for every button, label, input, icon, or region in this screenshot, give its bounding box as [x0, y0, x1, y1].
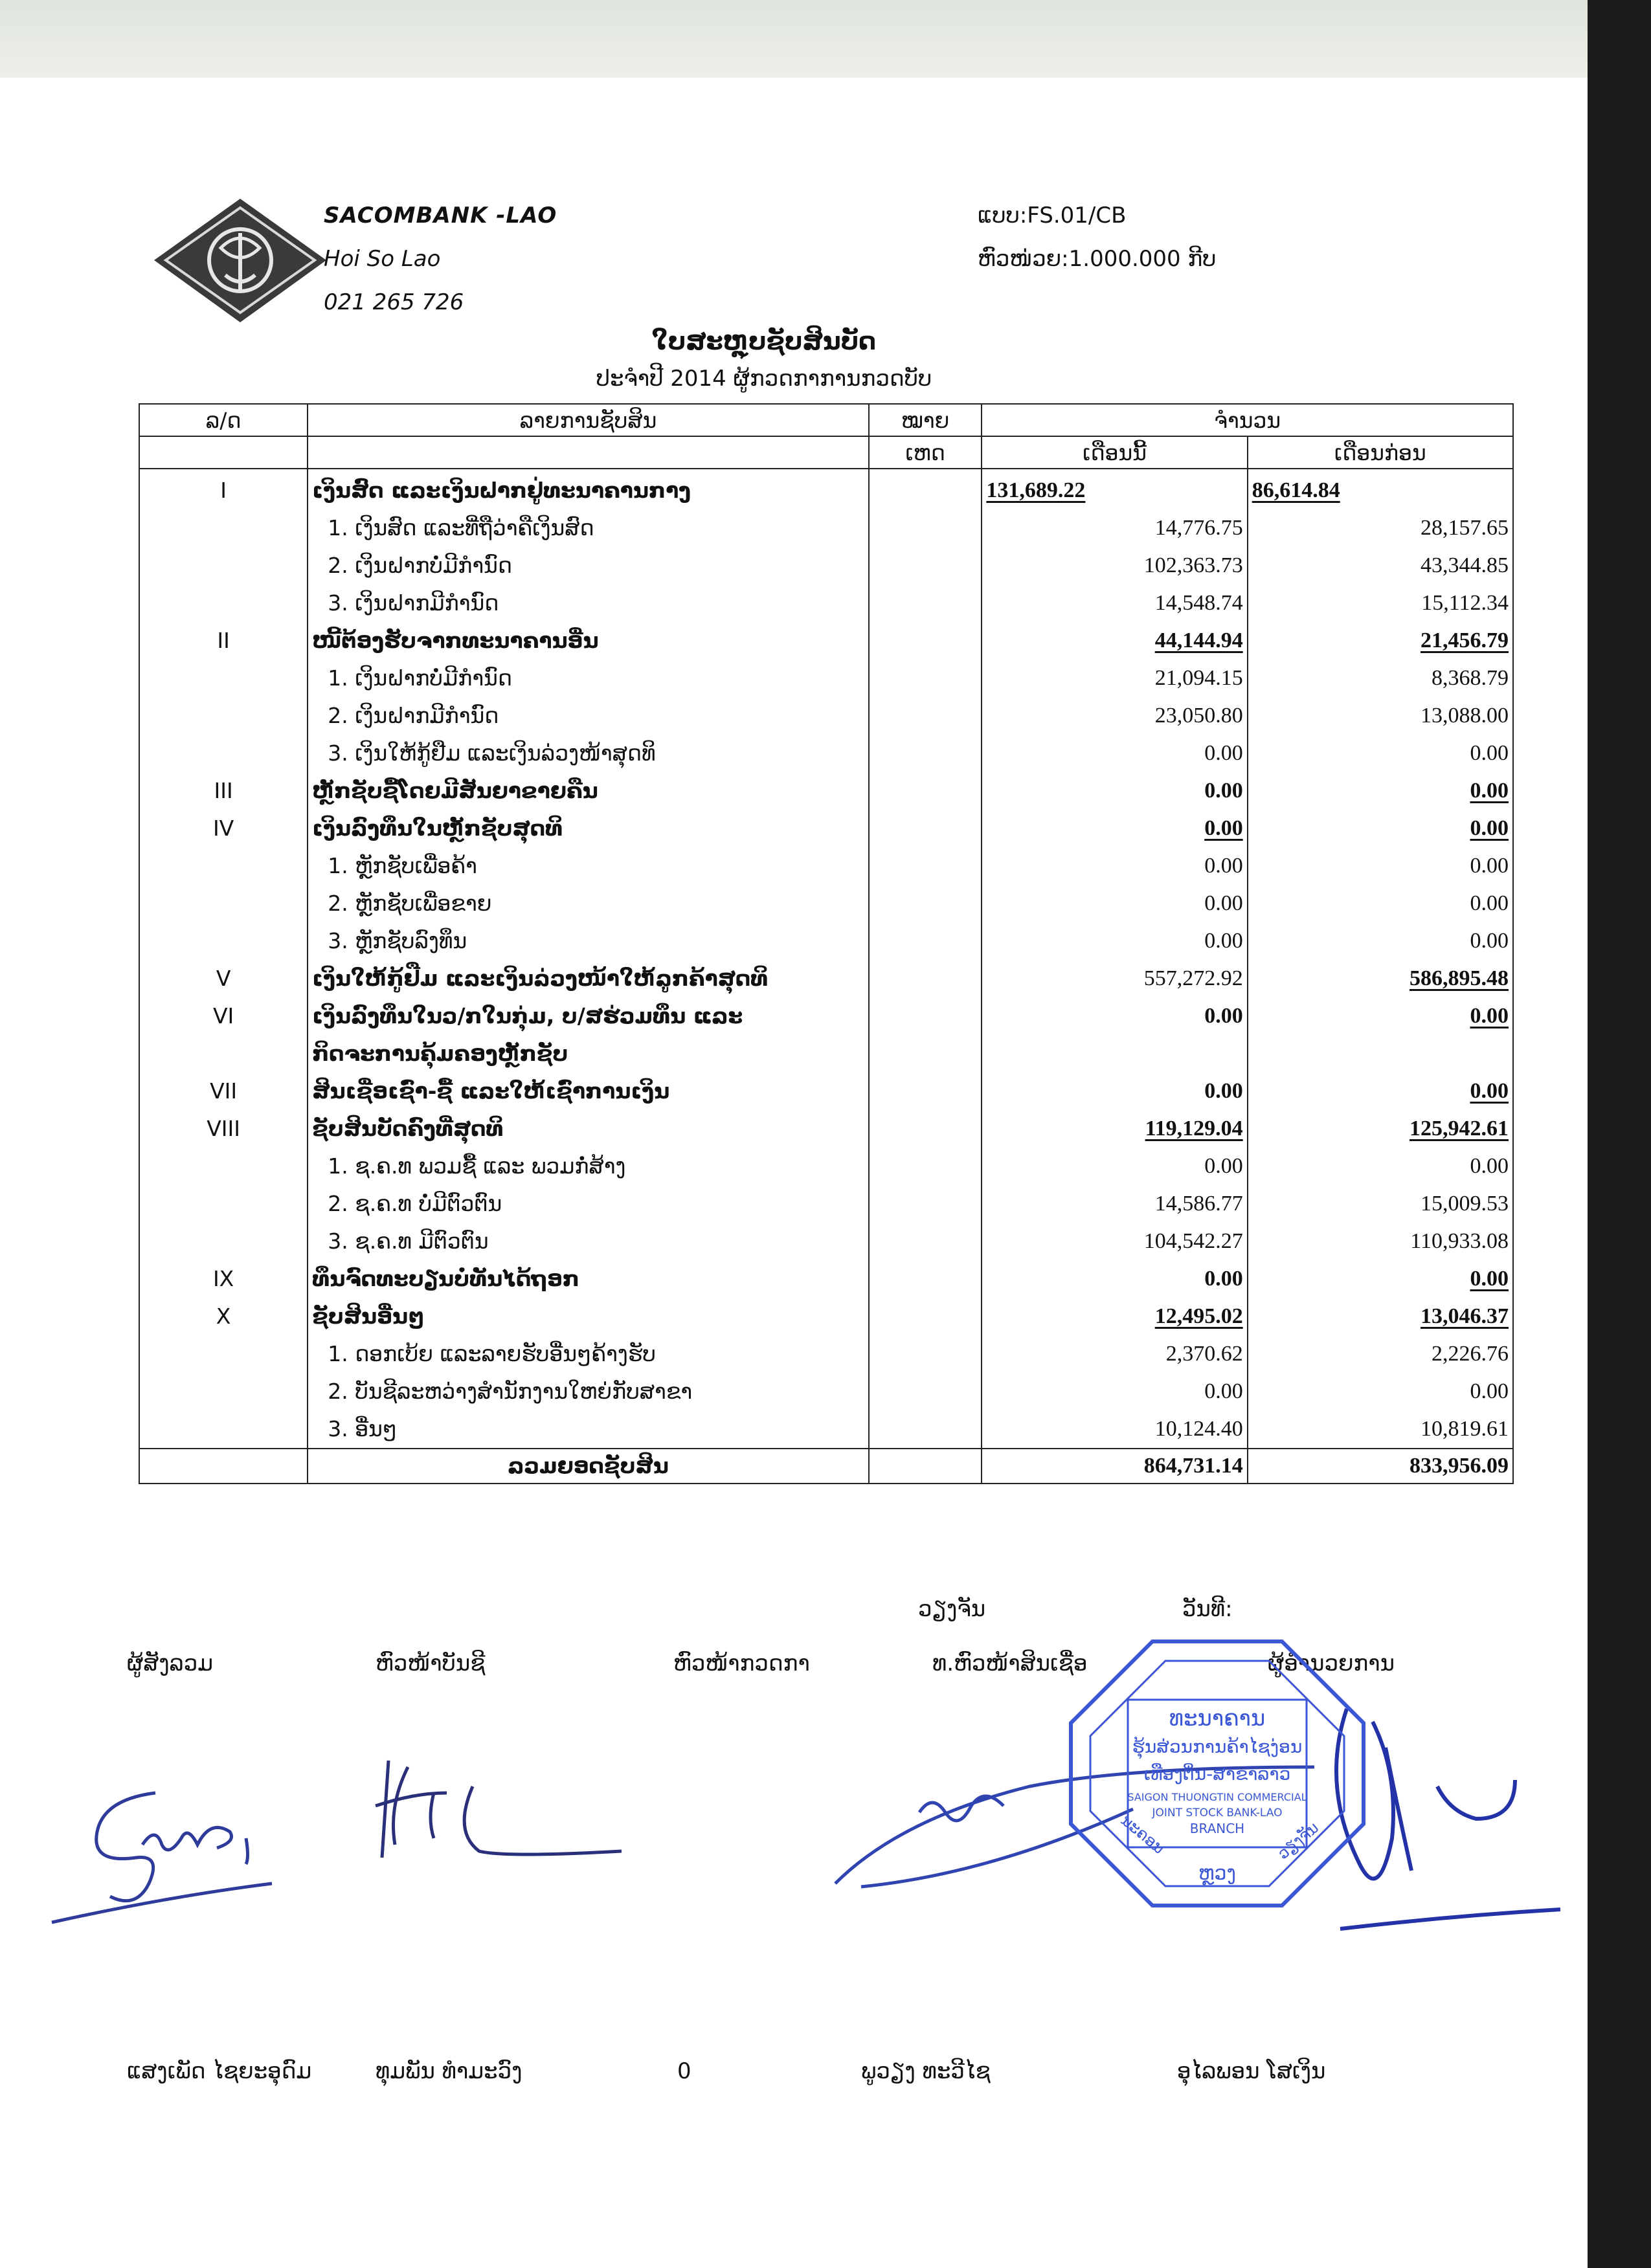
row-current [982, 885, 1247, 922]
previous-value: 86,614.84 [1252, 478, 1340, 502]
current-value: 12,495.02 [1154, 1304, 1243, 1328]
col-note-1: ໝາຍ [869, 404, 982, 436]
col-no: ລ/ດ [139, 404, 308, 436]
row-previous [1248, 660, 1513, 697]
table-row [139, 847, 1513, 885]
table-row [139, 469, 1513, 509]
previous-value: 15,009.53 [1421, 1192, 1509, 1216]
row-previous [1248, 1035, 1513, 1073]
previous-value: 0.00 [1470, 854, 1509, 878]
row-previous [1248, 584, 1513, 622]
row-current [982, 1410, 1247, 1449]
table-row [139, 885, 1513, 922]
table-row [139, 1260, 1513, 1298]
row-note [869, 469, 982, 509]
table-row [139, 1298, 1513, 1335]
table-row [139, 922, 1513, 960]
col-no-blank [139, 436, 308, 469]
current-value: 23,050.80 [1154, 704, 1243, 728]
table-row [139, 735, 1513, 772]
row-previous [1248, 1298, 1513, 1335]
row-previous [1248, 885, 1513, 922]
row-item: ສິນເຊື່ອເຊົ່າ-ຊື້ ແລະໃຫ້ເຊົ່າການເງິນ [308, 1073, 869, 1110]
row-note [869, 1335, 982, 1373]
current-value: 0.00 [1204, 854, 1243, 878]
row-number [139, 584, 308, 622]
row-item: 1. ເງິນຝາກບໍ່ມີກໍານົດ [308, 660, 869, 697]
table-row [139, 584, 1513, 622]
row-note [869, 1223, 982, 1260]
current-value: 0.00 [1204, 1079, 1243, 1103]
previous-value: 43,344.85 [1421, 553, 1509, 577]
row-note [869, 509, 982, 547]
previous-value: 0.00 [1470, 1004, 1509, 1028]
row-item: ຊັບສິນອື່ນໆ [308, 1298, 869, 1335]
role-chief-accountant: ຫົວໜ້າບັນຊີ [376, 1651, 486, 1676]
role-compiler: ຜູ້ສັງລວມ [127, 1651, 214, 1676]
table-row [139, 772, 1513, 810]
current-value: 131,689.22 [986, 478, 1086, 502]
row-number [139, 847, 308, 885]
current-value: 119,129.04 [1145, 1117, 1243, 1140]
row-item: 2. ຊ.ຄ.ທ ບໍ່ມີຕົວຕົນ [308, 1185, 869, 1223]
row-current [982, 1223, 1247, 1260]
row-note [869, 1260, 982, 1298]
total-previous: 833,956.09 [1248, 1449, 1513, 1484]
bank-header [324, 194, 557, 324]
row-note [869, 1410, 982, 1449]
row-previous [1248, 1110, 1513, 1148]
previous-value: 0.00 [1470, 779, 1509, 803]
table-row [139, 1148, 1513, 1185]
row-number: X [139, 1298, 308, 1335]
row-current [982, 810, 1247, 847]
row-number [139, 1185, 308, 1223]
col-current: ເດືອນນີ້ [982, 436, 1247, 469]
previous-value: 0.00 [1470, 1267, 1509, 1291]
col-item: ລາຍການຊັບສິນ [308, 404, 869, 436]
previous-value: 2,226.76 [1432, 1342, 1509, 1366]
current-value: 0.00 [1204, 1004, 1243, 1028]
row-previous [1248, 810, 1513, 847]
row-note [869, 922, 982, 960]
row-number [139, 1335, 308, 1373]
row-previous [1248, 1373, 1513, 1410]
current-value: 14,548.74 [1154, 591, 1243, 615]
row-item: 1. ຫຼັກຊັບເພື່ອຄ້າ [308, 847, 869, 885]
previous-value: 0.00 [1470, 741, 1509, 765]
row-item: 1. ຊ.ຄ.ທ ພວມຊື້ ແລະ ພວມກໍ່ສ້າງ [308, 1148, 869, 1185]
document-title: ໃບສະຫຼຸບຊັບສິນບັດ [651, 327, 877, 355]
row-number [139, 1148, 308, 1185]
row-note [869, 1073, 982, 1110]
row-current [982, 1110, 1247, 1148]
current-value: 10,124.40 [1154, 1417, 1243, 1441]
table-row [139, 1073, 1513, 1110]
row-note [869, 1035, 982, 1073]
row-current [982, 1335, 1247, 1373]
row-note [869, 660, 982, 697]
current-value: 0.00 [1204, 741, 1243, 765]
row-item: 3. ເງິນໃຫ້ກູ້ຢືມ ແລະເງິນລ່ວງໜ້າສຸດທິ [308, 735, 869, 772]
name-credit-head: ພູວຽງ ທະວີໄຊ [861, 2058, 991, 2084]
row-item: 3. ອື່ນໆ [308, 1410, 869, 1449]
previous-value: 8,368.79 [1432, 666, 1509, 690]
row-previous [1248, 547, 1513, 584]
current-value: 102,363.73 [1143, 553, 1243, 577]
row-number: VI [139, 997, 308, 1035]
row-previous [1248, 1073, 1513, 1110]
row-previous [1248, 847, 1513, 885]
row-current [982, 847, 1247, 885]
row-previous [1248, 1148, 1513, 1185]
row-note [869, 960, 982, 997]
current-value: 21,094.15 [1154, 666, 1243, 690]
row-note [869, 622, 982, 660]
row-current [982, 735, 1247, 772]
name-compiler: ແສງເພັດ ໄຊຍະອຸດົມ [127, 2058, 312, 2084]
previous-value: 0.00 [1470, 891, 1509, 915]
official-stamp [1068, 1638, 1366, 1909]
stamp-line-6: BRANCH [1189, 1821, 1245, 1836]
row-number [139, 1373, 308, 1410]
previous-value: 13,046.37 [1421, 1304, 1509, 1328]
row-current [982, 469, 1247, 509]
row-current [982, 584, 1247, 622]
document-subtitle: ປະຈໍາປີ 2014 ຜູ້ກວດກາການກວດບັບ [596, 366, 932, 392]
row-number: II [139, 622, 308, 660]
total-current: 864,731.14 [982, 1449, 1247, 1484]
row-item: ຫຼັກຊັບຊື້ໂດຍມີສັນຍາຂາຍຄືນ [308, 772, 869, 810]
row-item: ເງິນໃຫ້ກູ້ຢືມ ແລະເງິນລ່ວງໜ້າໃຫ້ລູກຄ້າສຸດທິ [308, 960, 869, 997]
role-credit-head: ທ.ຫົວໜ້າສິນເຊື່ອ [932, 1651, 1088, 1676]
stamp-line-9: ວຽງຈັນ [1274, 1818, 1323, 1863]
row-previous [1248, 1260, 1513, 1298]
table-row [139, 960, 1513, 997]
row-number [139, 1223, 308, 1260]
row-number [139, 660, 308, 697]
row-previous [1248, 1410, 1513, 1449]
current-value: 0.00 [1204, 891, 1243, 915]
row-item: ເງິນສົດ ແລະເງິນຝາກຢູ່ທະນາຄານກາງ [308, 469, 869, 509]
row-current [982, 1035, 1247, 1073]
current-value: 2,370.62 [1165, 1342, 1243, 1366]
col-item-blank [308, 436, 869, 469]
current-value: 0.00 [1204, 816, 1243, 840]
current-value: 0.00 [1204, 779, 1243, 803]
row-number: IX [139, 1260, 308, 1298]
table-row [139, 997, 1513, 1035]
row-previous [1248, 997, 1513, 1035]
col-note-2: ເຫດ [869, 436, 982, 469]
row-item: 1. ເງິນສົດ ແລະທີ່ຖືວ່າຄືເງິນສົດ [308, 509, 869, 547]
row-item: 2. ບັນຊີລະຫວ່າງສໍານັກງານໃຫຍ່ກັບສາຂາ [308, 1373, 869, 1410]
row-number [139, 697, 308, 735]
row-previous [1248, 922, 1513, 960]
row-current [982, 622, 1247, 660]
current-value: 0.00 [1204, 1267, 1243, 1291]
current-value: 104,542.27 [1143, 1229, 1243, 1253]
row-item: ໜີ້ຕ້ອງຮັບຈາກທະນາຄານອື່ນ [308, 622, 869, 660]
row-number: IV [139, 810, 308, 847]
row-note [869, 772, 982, 810]
stamp-line-3: ເທືອງຕິ່ນ-ສາຂາລາວ [1143, 1763, 1291, 1784]
stamp-line-2: ຮຸ້ນສ່ວນການຄ້າໄຊງ່ອນ [1132, 1736, 1303, 1757]
row-item: 3. ເງິນຝາກມີກໍານົດ [308, 584, 869, 622]
stamp-line-5: JOINT STOCK BANK-LAO [1152, 1807, 1283, 1819]
signature-chief-accountant [337, 1748, 635, 1871]
stamp-line-4: SAIGON THUONGTIN COMMERCIAL [1127, 1791, 1307, 1803]
unit-label: ຫົວໜ່ວຍ:1.000.000 ກີບ [978, 246, 1217, 272]
previous-value: 13,088.00 [1421, 704, 1509, 728]
stamp-line-8: ຫຼວງ [1198, 1862, 1237, 1885]
row-note [869, 885, 982, 922]
table-row [139, 1410, 1513, 1449]
current-value: 44,144.94 [1154, 628, 1243, 652]
row-current [982, 1073, 1247, 1110]
row-previous [1248, 1185, 1513, 1223]
row-note [869, 1298, 982, 1335]
name-chief-accountant: ທຸມພັນ ທໍາມະວົງ [376, 2058, 522, 2084]
table-body [139, 469, 1513, 1449]
row-note [869, 1148, 982, 1185]
row-item: 2. ເງິນຝາກບໍ່ມີກໍານົດ [308, 547, 869, 584]
row-number: I [139, 469, 308, 509]
previous-value: 0.00 [1470, 1079, 1509, 1103]
form-code: ແບບ:FS.01/CB [978, 203, 1127, 228]
row-current [982, 1298, 1247, 1335]
row-item: 2. ຫຼັກຊັບເພື່ອຂາຍ [308, 885, 869, 922]
row-item: ເງິນລົງທຶນໃນຫຼັກຊັບສຸດທິ [308, 810, 869, 847]
row-previous [1248, 960, 1513, 997]
table-row [139, 810, 1513, 847]
row-current [982, 922, 1247, 960]
name-director: ອຸໄລພອນ ໂສເງິນ [1177, 2058, 1326, 2084]
row-current [982, 547, 1247, 584]
row-number: V [139, 960, 308, 997]
current-value: 557,272.92 [1143, 966, 1243, 990]
table-row [139, 509, 1513, 547]
previous-value: 15,112.34 [1421, 591, 1509, 615]
row-current [982, 1260, 1247, 1298]
signature-compiler [45, 1773, 291, 1929]
table-row [139, 1185, 1513, 1223]
previous-value: 0.00 [1470, 1154, 1509, 1178]
row-previous [1248, 735, 1513, 772]
previous-value: 21,456.79 [1421, 628, 1509, 652]
table-row [139, 1223, 1513, 1260]
row-previous [1248, 509, 1513, 547]
table-row [139, 547, 1513, 584]
row-item: ເງິນລົງທຶນໃນວ/ກໃນກຸ່ມ, ບ/ສຮ່ວມທຶນ ແລະ [308, 997, 869, 1035]
row-previous [1248, 622, 1513, 660]
role-director: ຜູ້ອໍານວຍການ [1268, 1651, 1395, 1676]
table-row [139, 1110, 1513, 1148]
row-item: 3. ຫຼັກຊັບລົງທຶນ [308, 922, 869, 960]
row-note [869, 847, 982, 885]
scanner-edge [1588, 0, 1651, 2268]
current-value: 0.00 [1204, 1379, 1243, 1403]
previous-value: 110,933.08 [1410, 1229, 1509, 1253]
table-row [139, 1035, 1513, 1073]
table-row [139, 697, 1513, 735]
stamp-line-1: ທະນາຄານ [1169, 1706, 1266, 1731]
row-item: ທຶນຈົດທະບຽນບໍ່ທັນໄດ້ຖອກ [308, 1260, 869, 1298]
row-note [869, 997, 982, 1035]
row-item: 2. ເງິນຝາກມີກໍານົດ [308, 697, 869, 735]
row-current [982, 960, 1247, 997]
previous-value: 0.00 [1470, 929, 1509, 953]
row-note [869, 1373, 982, 1410]
row-current [982, 772, 1247, 810]
table-row [139, 622, 1513, 660]
col-amount: ຈໍານວນ [982, 404, 1513, 436]
row-current [982, 660, 1247, 697]
row-number: III [139, 772, 308, 810]
row-number [139, 1035, 308, 1073]
place-label: ວຽງຈັນ [918, 1596, 986, 1622]
row-note [869, 584, 982, 622]
stamp-line-7: ນະຄອນ [1118, 1810, 1169, 1858]
previous-value: 28,157.65 [1421, 516, 1509, 540]
row-number [139, 735, 308, 772]
row-note [869, 697, 982, 735]
form-info [978, 194, 1217, 281]
bank-address: Hoi So Lao [324, 246, 441, 272]
bank-name: SACOMBANK -LAO [324, 203, 557, 228]
row-note [869, 810, 982, 847]
table-row [139, 1373, 1513, 1410]
previous-value: 586,895.48 [1410, 966, 1509, 990]
date-label: ວັນທີ: [1182, 1596, 1233, 1622]
total-label: ລວມຍອດຊັບສິນ [308, 1449, 869, 1484]
table-row [139, 660, 1513, 697]
row-number: VIII [139, 1110, 308, 1148]
row-note [869, 1185, 982, 1223]
row-previous [1248, 1335, 1513, 1373]
current-value: 0.00 [1204, 1154, 1243, 1178]
row-previous [1248, 469, 1513, 509]
row-previous [1248, 697, 1513, 735]
balance-sheet-table [139, 403, 1514, 1484]
current-value: 14,776.75 [1154, 516, 1243, 540]
row-current [982, 509, 1247, 547]
row-number [139, 547, 308, 584]
previous-value: 10,819.61 [1421, 1417, 1509, 1441]
role-chief-inspector: ຫົວໜ້າກວດກາ [673, 1651, 810, 1676]
previous-value: 125,942.61 [1410, 1117, 1509, 1140]
row-note [869, 735, 982, 772]
table-row [139, 1335, 1513, 1373]
current-value: 0.00 [1204, 929, 1243, 953]
row-current [982, 997, 1247, 1035]
row-number [139, 885, 308, 922]
row-number [139, 922, 308, 960]
row-current [982, 1373, 1247, 1410]
row-note [869, 547, 982, 584]
row-item: ກິດຈະການຄຸ້ມຄອງຫຼັກຊັບ [308, 1035, 869, 1073]
sacombank-logo [153, 197, 328, 324]
bank-phone: 021 265 726 [324, 289, 464, 315]
row-item: 1. ດອກເບ້ຍ ແລະລາຍຮັບອື່ນໆຄ້າງຮັບ [308, 1335, 869, 1373]
row-item: 3. ຊ.ຄ.ທ ມີຕົວຕົນ [308, 1223, 869, 1260]
current-value: 14,586.77 [1154, 1192, 1243, 1216]
previous-value: 0.00 [1470, 816, 1509, 840]
row-number [139, 1410, 308, 1449]
row-current [982, 1185, 1247, 1223]
row-number [139, 509, 308, 547]
row-previous [1248, 772, 1513, 810]
row-number: VII [139, 1073, 308, 1110]
row-note [869, 1110, 982, 1148]
row-current [982, 1148, 1247, 1185]
name-chief-inspector: 0 [677, 2058, 691, 2084]
total-row [139, 1449, 1513, 1484]
row-item: ຊັບສິນບັດຄົງທີ່ສຸດທິ [308, 1110, 869, 1148]
previous-value: 0.00 [1470, 1379, 1509, 1403]
row-previous [1248, 1223, 1513, 1260]
row-current [982, 697, 1247, 735]
col-previous: ເດືອນກ່ອນ [1248, 436, 1513, 469]
